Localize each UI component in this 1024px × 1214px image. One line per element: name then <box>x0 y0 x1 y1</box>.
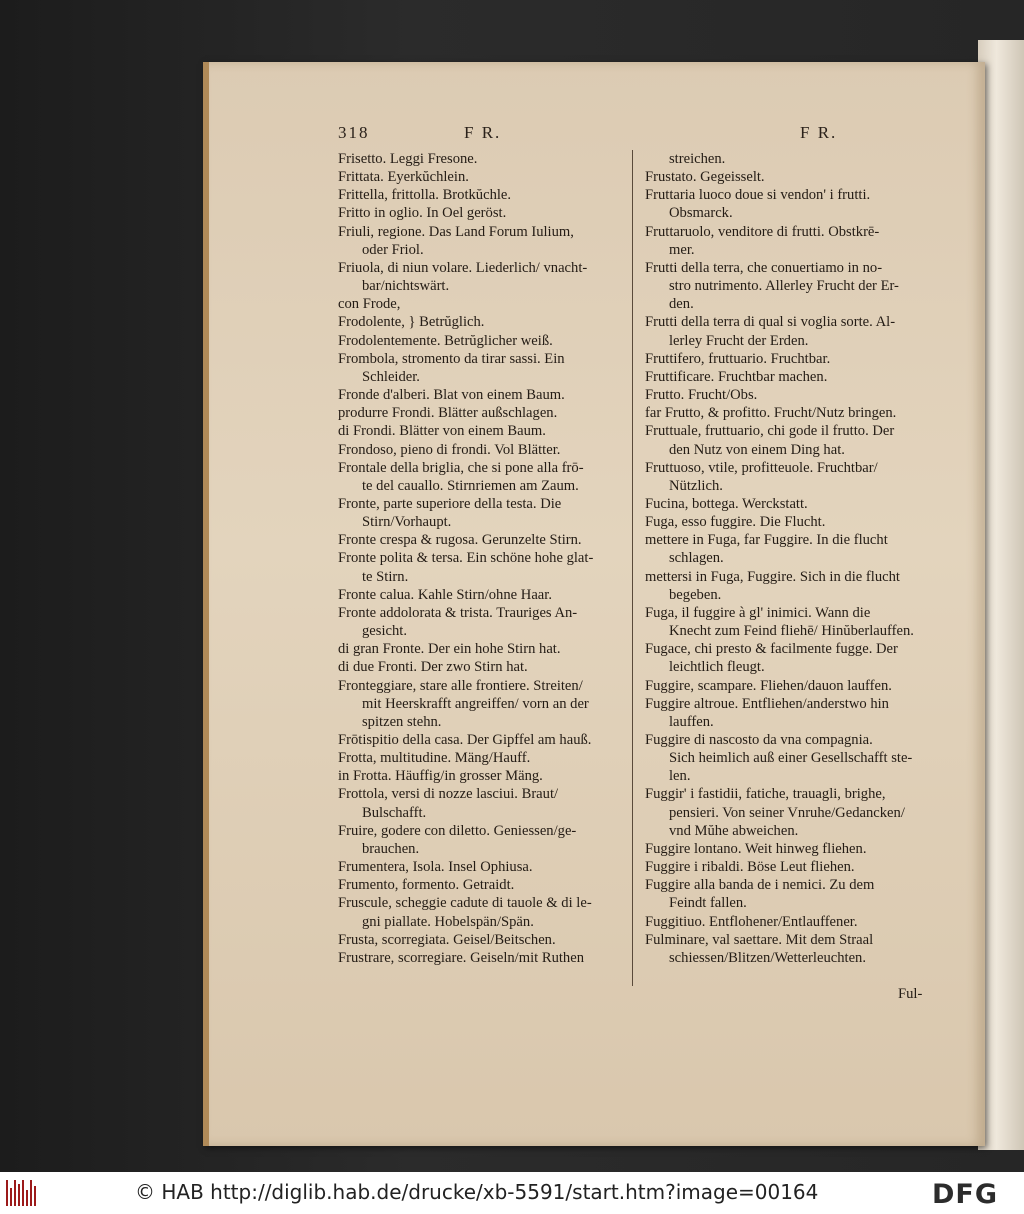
entry-line: leichtlich fleugt. <box>669 659 765 676</box>
entry-line: vnd Mŭhe abweichen. <box>669 822 799 839</box>
entry-line: te del cauallo. Stirnriemen am Zaum. <box>362 477 579 494</box>
page-number: 318 <box>338 123 370 142</box>
entry-line: Fuggire lontano. Weit hinweg fliehen. <box>645 840 867 857</box>
entry-line: Frottola, versi di nozze lasciui. Braut/ <box>338 786 559 803</box>
entry-line: far Frutto, & profitto. Frucht/Nutz bringen. <box>645 405 897 422</box>
entry-line: den Nutz von einem Ding hat. <box>669 441 845 458</box>
entry-line: Fuga, il fuggire à gl' inimici. Wann die <box>645 604 871 621</box>
entry-line: Fuggire i ribaldi. Böse Leut fliehen. <box>645 859 855 876</box>
entry-line: Frombola, stromento da tirar sassi. Ein <box>338 350 565 367</box>
entry-line: di Frondi. Blätter von einem Baum. <box>338 423 546 440</box>
entry-line: Frutti della terra, che conuertiamo in no- <box>645 259 883 276</box>
entry-line: in Frotta. Häuffig/in grosser Mäng. <box>338 768 543 785</box>
entry-line: Bulschafft. <box>362 804 427 821</box>
entry-line: oder Friol. <box>362 241 424 258</box>
entry-line: Frotta, multitudine. Mäng/Hauff. <box>338 750 531 767</box>
entry-line: streichen. <box>669 151 726 167</box>
entry-line: Fruttaruolo, venditore di frutti. Obstkrē- <box>645 223 880 240</box>
entry-line: Frittella, frittolla. Brotkŭchle. <box>338 187 512 204</box>
entry-line: Frōtispitio della casa. Der Gipffel am hauß. <box>338 732 592 748</box>
entry-line: Obsmarck. <box>669 205 733 222</box>
entry-line: Frontale della briglia, che si pone alla frō- <box>338 459 584 476</box>
entry-line: Fugace, chi presto & facilmente fugge. Der <box>645 641 898 658</box>
entry-line: Frutti della terra di qual si voglia sorte. Al- <box>645 314 896 331</box>
entry-line: mit Heerskrafft angreiffen/ vorn an der <box>362 695 589 712</box>
entry-line: Fritto in oglio. In Oel geröst. <box>338 205 507 222</box>
entry-line: Knecht zum Feind fliehē/ Hinŭberlauffen. <box>669 623 914 640</box>
entry-line: Feindt fallen. <box>669 895 747 912</box>
running-head-right: F R. <box>800 123 838 142</box>
entry-line: Fronte, parte superiore della testa. Die <box>338 495 562 512</box>
entry-line: Nützlich. <box>669 477 723 494</box>
entry-line: Fruttuoso, vtile, profitteuole. Fruchtbar/ <box>645 459 878 476</box>
viewer-footer <box>0 1172 1024 1214</box>
entry-line: Sich heimlich auß einer Gesellschafft ste- <box>669 750 913 767</box>
entry-line: Frutto. Frucht/Obs. <box>645 387 758 404</box>
entry-line: spitzen stehn. <box>362 713 442 730</box>
entry-line: Frodolente, } Betrŭglich. <box>338 314 485 331</box>
entry-line: Fruire, godere con diletto. Geniessen/ge- <box>338 822 577 839</box>
entry-line: mer. <box>669 241 695 258</box>
entry-line: produrre Frondi. Blätter außschlagen. <box>338 405 558 422</box>
running-head-left: F R. <box>464 123 502 142</box>
entry-line: Fruttuale, fruttuario, chi gode il frutto. Der <box>645 423 895 440</box>
entry-line: stro nutrimento. Allerley Frucht der Er- <box>669 278 899 295</box>
catchword: Ful- <box>898 986 923 1002</box>
entry-line: Schleider. <box>362 368 420 385</box>
entry-line: Friuola, di niun volare. Liederlich/ vnacht- <box>338 259 588 276</box>
entry-line: len. <box>669 768 691 785</box>
entry-line: Frustato. Gegeisselt. <box>645 169 765 186</box>
entry-line: pensieri. Von seiner Vnruhe/Gedancken/ <box>669 804 905 821</box>
entry-line: Frittata. Eyerkŭchlein. <box>338 169 469 186</box>
entry-line: Frusta, scorregiata. Geisel/Beitschen. <box>338 931 556 948</box>
column-divider <box>632 150 633 986</box>
right-column <box>645 150 945 967</box>
entry-line: Frustrare, scorregiare. Geiseln/mit Ruthen <box>338 949 584 966</box>
entry-line: Fuga, esso fuggire. Die Flucht. <box>645 514 826 531</box>
entry-line: Fruscule, scheggie cadute di tauole & di le- <box>338 895 592 912</box>
copyright-url[interactable]: © HAB http://diglib.hab.de/drucke/xb-5591/start.htm?image=00164 <box>135 1180 819 1204</box>
entry-line: brauchen. <box>362 840 420 857</box>
entry-line: bar/nichtswärt. <box>362 278 450 295</box>
entry-line: te Stirn. <box>362 568 409 585</box>
entry-line: Fruttificare. Fruchtbar machen. <box>645 368 828 385</box>
entry-line: lerley Frucht der Erden. <box>669 332 809 349</box>
entry-line: Fruttifero, fruttuario. Fruchtbar. <box>645 350 831 367</box>
entry-line: Fronde d'alberi. Blat von einem Baum. <box>338 387 565 404</box>
entry-line: Fuggitiuo. Entflohener/Entlauffener. <box>645 913 858 930</box>
entry-line: schlagen. <box>669 550 724 567</box>
entry-line: Fuggire alla banda de i nemici. Zu dem <box>645 877 875 894</box>
entry-line: Frodolentemente. Betrŭglicher weiß. <box>338 332 553 349</box>
entry-line: Fulminare, val saettare. Mit dem Straal <box>645 931 874 948</box>
entry-line: di due Fronti. Der zwo Stirn hat. <box>338 659 528 676</box>
entry-line: Friuli, regione. Das Land Forum Iulium, <box>338 223 574 240</box>
entry-line: Frondoso, pieno di frondi. Vol Blätter. <box>338 441 561 458</box>
entry-line: Fuggire altroue. Entfliehen/anderstwo hin <box>645 695 889 712</box>
entry-line: Fucina, bottega. Werckstatt. <box>645 495 808 512</box>
entry-line: Stirn/Vorhaupt. <box>362 514 452 531</box>
entry-line: Fronte calua. Kahle Stirn/ohne Haar. <box>338 586 552 603</box>
entry-line: begeben. <box>669 586 722 603</box>
entry-line: Frisetto. Leggi Fresone. <box>338 151 478 167</box>
entry-line: schiessen/Blitzen/Wetterleuchten. <box>669 949 866 966</box>
entry-line: Fuggire di nascosto da vna compagnia. <box>645 732 873 748</box>
entry-line: Fronte addolorata & trista. Trauriges An- <box>338 604 578 621</box>
entry-line: Frumento, formento. Getraidt. <box>338 877 515 894</box>
entry-line: Fuggire, scampare. Fliehen/dauon lauffen. <box>645 677 892 694</box>
entry-line: mettere in Fuga, far Fuggire. In die flucht <box>645 532 888 549</box>
entry-line: con Frode, <box>338 296 401 313</box>
entry-line: gesicht. <box>362 623 407 640</box>
entry-line: Fronte crespa & rugosa. Gerunzelte Stirn. <box>338 532 582 549</box>
entry-line: lauffen. <box>669 713 714 730</box>
entry-line: Frumentera, Isola. Insel Ophiusa. <box>338 859 533 876</box>
left-column <box>338 150 630 967</box>
entry-line: Fronteggiare, stare alle frontiere. Streiten/ <box>338 677 583 694</box>
entry-line: di gran Fronte. Der ein hohe Stirn hat. <box>338 641 561 658</box>
dfg-logo: DFG <box>932 1179 999 1210</box>
entry-line: Fruttaria luoco doue si vendon' i frutti. <box>645 187 871 204</box>
entry-line: mettersi in Fuga, Fuggire. Sich in die flucht <box>645 568 900 585</box>
entry-line: Fuggir' i fastidii, fatiche, trauagli, brighe, <box>645 786 886 803</box>
entry-line: Fronte polita & tersa. Ein schöne hohe glat- <box>338 550 594 567</box>
entry-line: den. <box>669 296 694 313</box>
entry-line: gni piallate. Hobelspän/Spän. <box>362 913 534 930</box>
hab-barcode-icon <box>6 1180 36 1206</box>
